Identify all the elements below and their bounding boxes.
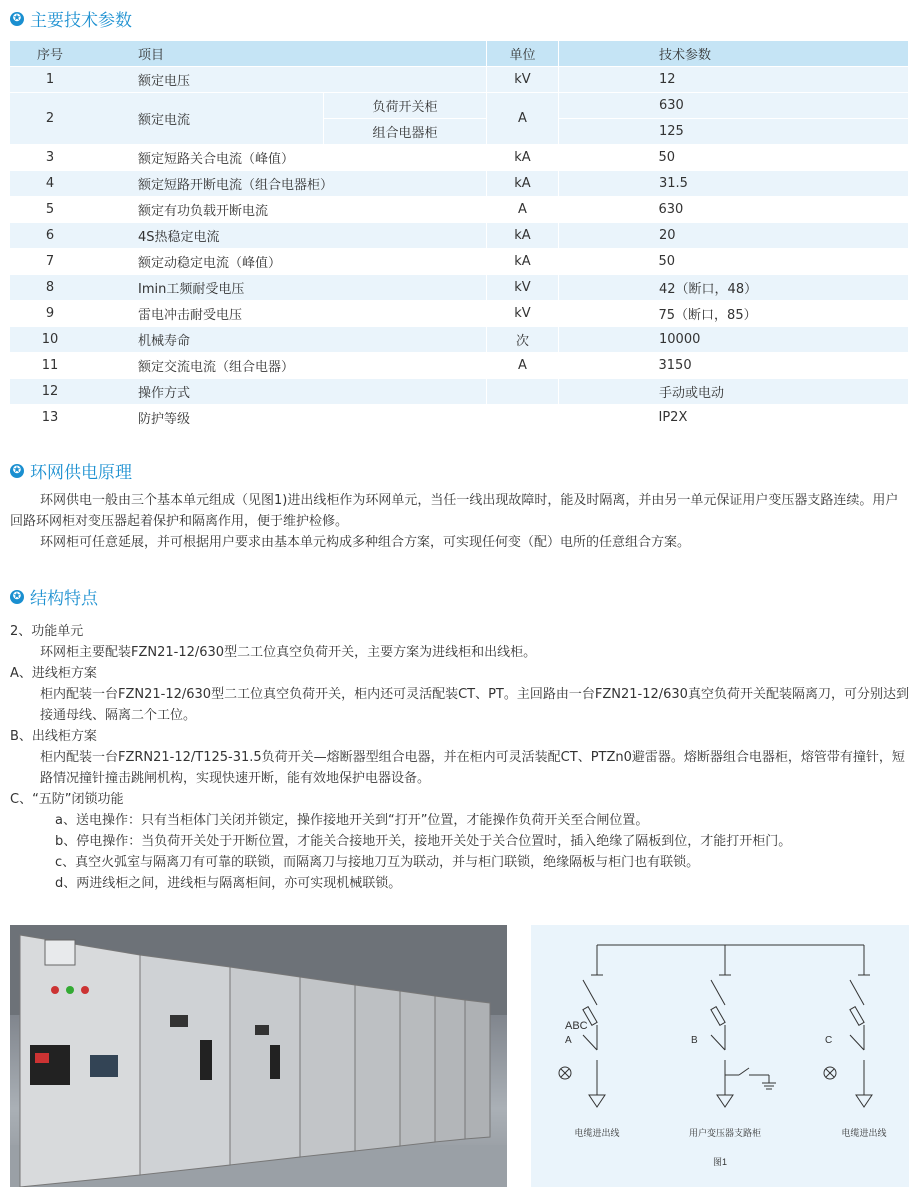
star-icon: ✪	[10, 464, 24, 478]
table-row: 7 额定动稳定电流（峰值） kA 50	[10, 249, 908, 275]
table-row: 5 额定有功负载开断电流 A 630	[10, 197, 908, 223]
label-c: C	[825, 1035, 833, 1046]
table-row: 组合电器柜 125	[10, 119, 908, 145]
table-row: 11 额定交流电流（组合电器） A 3150	[10, 353, 908, 379]
section-title-params: ✪ 主要技术参数	[10, 6, 132, 31]
switchgear-photo	[10, 925, 507, 1187]
label-b: B	[691, 1035, 698, 1046]
star-icon: ✪	[10, 12, 24, 26]
star-icon: ✪	[10, 590, 24, 604]
circuit-diagram	[531, 925, 909, 1187]
table-row: 3 额定短路关合电流（峰值） kA 50	[10, 145, 908, 171]
caption-mid: 用户变压器支路柜	[688, 1128, 762, 1138]
caption-right: 电缆进出线	[841, 1128, 887, 1138]
switchgear-illustration	[10, 925, 507, 1187]
section-title-principle: ✪ 环网供电原理	[10, 458, 132, 483]
table-row: 13 防护等级 IP2X	[10, 405, 908, 431]
label-abc: ABC	[565, 1020, 588, 1032]
table-row: 6 4S热稳定电流 kA 20	[10, 223, 908, 249]
header-unit: 单位	[487, 41, 559, 67]
figure-label: 图1	[712, 1157, 728, 1167]
header-item: 项目	[90, 41, 487, 67]
table-row: 12 操作方式 手动或电动	[10, 379, 908, 405]
section-title-structure: ✪ 结构特点	[10, 584, 98, 609]
params-table	[10, 41, 908, 431]
header-value: 技术参数	[559, 41, 909, 67]
label-a: A	[565, 1035, 572, 1046]
structure-text: 2、功能单元 环网柜主要配装FZN21-12/630型二工位真空负荷开关，主要方案为进线柜和出线柜。 A、进线柜方案 柜内配装一台FZN21-12/630型二工位真空负荷开关，柜内还可灵活配装CT、PT。主回路由一台FZN21-12/630真空负荷开关配装隔离刀，可分别达到接通母线、隔离二个工位。 B、出线柜方案 柜内配装一台FZRN21-12/T125-31.5负荷开关—熔断器型组合电器，并在柜内可灵活装配CT、PTZn0避雷器。熔断器组合电器柜，熔管带有撞针，短路情况撞针撞击跳闸机构，实现快速开断，能有效地保护电器设备。 C、“五防”闭锁功能 a、送电操作：只有当柜体门关闭并锁定，操作接地开关到“打开”位置，才能操作负荷开关至合闸位置。 b、停电操作：当负荷开关处于开断位置，才能关合接地开关，接地开关处于关合位置时，插入绝缘了隔板到位，才能打开柜门。 c、真空火弧室与隔离刀有可靠的联锁，而隔离刀与接地刀互为联动，并与柜门联锁，绝缘隔板与柜门也有联锁。 d、两进线柜之间，进线柜与隔离柜间，亦可实现机械联锁。	[10, 624, 909, 891]
table-row: 10 机械寿命 次 10000	[10, 327, 908, 353]
table-header-row	[10, 41, 908, 67]
circuit-diagram-svg	[531, 925, 909, 1187]
table-row: 1 额定电压 kV 12	[10, 67, 908, 93]
principle-text: 环网供电一般由三个基本单元组成（见图1)进出线柜作为环网单元，当任一线出现故障时，能及时隔离，并由另一单元保证用户变压器支路连续。用户回路环网柜对变压器起着保护和隔离作用，便于维护检修。 环网柜可任意延展，并可根据用户要求由基本单元构成多种组合方案，可实现任何变（配）电所的任意组合方案。	[10, 493, 899, 550]
table-row: 9 雷电冲击耐受电压 kV 75（断口，85）	[10, 301, 908, 327]
table-row: 2 额定电流 负荷开关柜 A 630	[10, 93, 908, 119]
table-row: 8 Imin工频耐受电压 kV 42（断口，48）	[10, 275, 908, 301]
table-row: 4 额定短路开断电流（组合电器柜） kA 31.5	[10, 171, 908, 197]
caption-left: 电缆进出线	[574, 1128, 620, 1138]
header-no: 序号	[10, 41, 90, 67]
